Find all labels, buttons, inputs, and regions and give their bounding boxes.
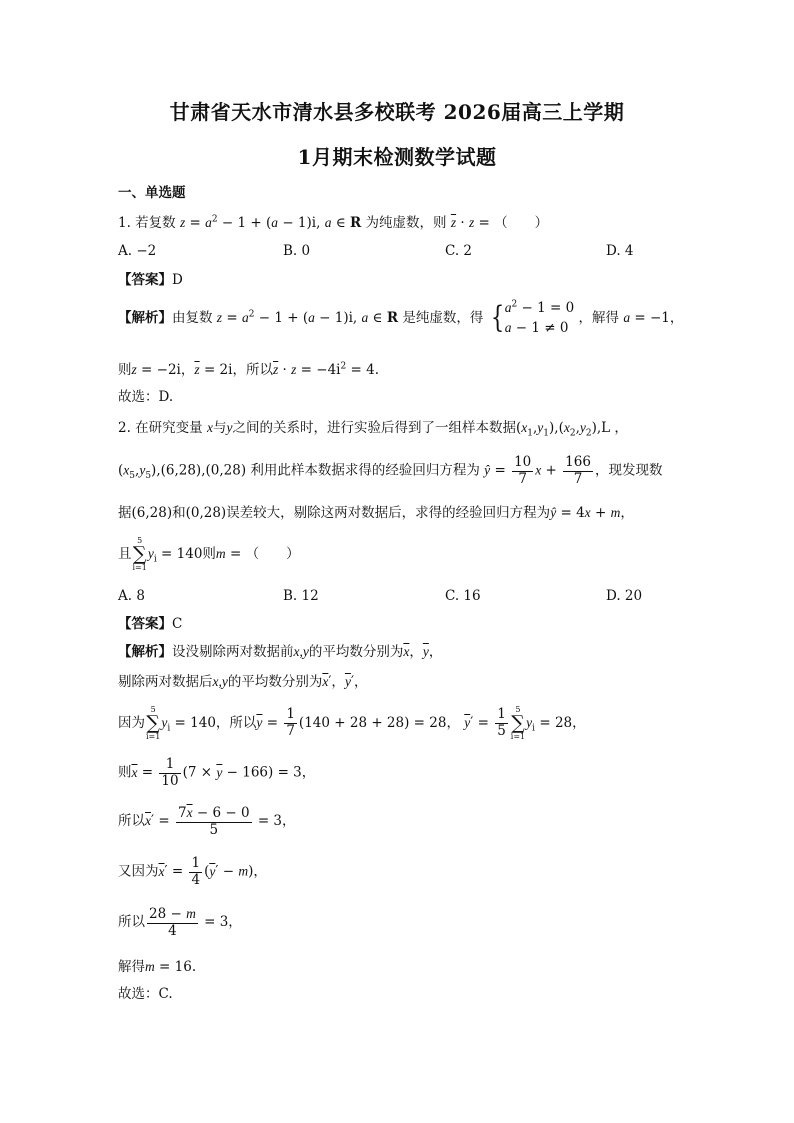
q2-stem-line2: $(x_5,y_5),(6,28),(0,28)$ 利用此样本数据求得的经验回归方程为 ŷ = $\frac{10}{7}$ x + $\frac{166}{7}$ ，现发现数 — [118, 454, 663, 487]
q1-stem-start: 1. 若复数 — [118, 215, 176, 231]
q2-sol-l1: 设没剔除两对数据前 — [172, 644, 294, 660]
q1-so: ，所以 — [232, 362, 273, 378]
q2-answer-value: C — [172, 616, 183, 632]
q1-option-b[interactable]: B. 0 — [283, 243, 311, 259]
q2-solution-line2: 剔除两对数据后x,y的平均数分别为$\overline{x}'$，$\overline{y}'$， — [118, 674, 368, 690]
q2-solution-line7: 所以 $\frac{28 - m}{4}$ = 3， — [118, 906, 242, 939]
q2-stem-l3-rest: 误差较大，剔除这两对数据后，求得的经验回归方程为 — [226, 505, 551, 521]
q1-stem-end: （ ） — [494, 215, 549, 231]
q2-solution-line4: 则$\overline{x}$ = $\frac{1}{10}$ $(7 \times \overline{y} - 166) = 3$， — [118, 756, 316, 789]
q2-stem-l3-start: 据 — [118, 505, 132, 521]
doc-title-line2: 1月期末检测数学试题 — [297, 145, 497, 169]
q1-analysis-start: 由复数 — [172, 309, 213, 326]
analysis-tag: 【解析】 — [118, 309, 172, 326]
q2-stem-line1: 2. 在研究变量 x与y之间的关系时，进行实验后得到了一组样本数据$(x_1,y_1),(x_2,y_2),L$ ， — [118, 420, 628, 439]
q2-stem-l1-and: 与 — [212, 420, 227, 436]
q2-sol-l2: 剔除两对数据后 — [118, 674, 213, 690]
q1-analysis: 【解析】由复数 $z = a^2 - 1 + (a - 1)i$, a ∈ R 是纯虚数，得 { $a^2 - 1 = 0$ a − 1 ≠ 0 ，解得 a = −1， — [118, 299, 684, 337]
q1-analysis-mid: 是纯虚数，得 — [402, 309, 484, 326]
q2-then: 则 — [118, 764, 132, 781]
q2-sol-l1b: 的平均数分别为 — [308, 644, 404, 660]
q1-option-a[interactable]: A. −2 — [118, 243, 157, 259]
q2-option-b[interactable]: B. 12 — [283, 588, 319, 604]
answer-tag: 【答案】 — [118, 272, 172, 288]
q1-conclusion: 故选：D. — [118, 389, 174, 405]
q2-solution-line5: 所以$\overline{x}'$ = $\frac{7\overline{x} - 6 - 0}{5}$ = 3， — [118, 805, 296, 838]
q2-stem-l4-start: 且 — [118, 546, 132, 562]
q1-answer — [118, 268, 183, 288]
q2-option-a[interactable]: A. 8 — [118, 588, 145, 604]
q1-answer-value: D — [172, 272, 183, 288]
q2-option-d[interactable]: D. 20 — [606, 588, 643, 604]
q2-solution-line1: 【解析】设没剔除两对数据前x,y的平均数分别为$\overline{x}$，$\overline{y}$， — [118, 644, 443, 660]
q2-stem-l3-and: 和 — [172, 505, 186, 521]
q2-stem-l4-end: （ ） — [245, 546, 300, 562]
q2-stem-l1-start: 2. 在研究变量 — [118, 420, 203, 436]
q1-option-c[interactable]: C. 2 — [445, 243, 473, 259]
section-heading: 一、单选题 — [118, 185, 186, 201]
q2-so-1: 所以 — [229, 715, 257, 731]
q1-stem-mid: 为纯虚数，则 — [365, 215, 447, 231]
q2-because: 因为 — [118, 715, 145, 731]
answer-tag: 【答案】 — [118, 616, 172, 632]
q2-option-c[interactable]: C. 16 — [445, 588, 481, 604]
q2-stem-l2-end: ，现发现数 — [594, 462, 663, 479]
q2-stem-l1-rest: 之间的关系时，进行实验后得到了一组样本数据 — [232, 420, 516, 436]
q1-option-d[interactable]: D. 4 — [606, 243, 634, 259]
q2-stem-l4-mid: 则 — [202, 546, 216, 562]
q2-conclusion: 故选：C. — [118, 986, 173, 1002]
q1-analysis-end: ，解得 — [578, 309, 620, 326]
q2-stem-line3: 据(6,28)和(0,28)误差较大，剔除这两对数据后，求得的经验回归方程为ŷ = 4x + m， — [118, 505, 634, 521]
q2-also-because: 又因为 — [118, 863, 159, 880]
q2-sol-l2b: 的平均数分别为 — [227, 674, 323, 690]
q1-then: 则 — [118, 362, 132, 378]
q2-so-2: 所以 — [118, 813, 145, 830]
q1-stem: 1. 若复数 $z = a^2 - 1 + (a - 1)i$, a ∈ R 为纯虚数，则 $\overline{z} \cdot z$ = （ ） — [118, 214, 549, 231]
q2-solution-line8: 解得m = 16. — [118, 959, 197, 975]
q2-solution-line3: 因为 5 ∑ i=1 $y_i = 140$，所以$\overline{y}$ = $\frac{1}{7}$ (140 + 28 + 28) = 28， $\overline{y}'$ = $\frac{1}{5}$ 5 ∑ i=1 $y_i = 28$， — [118, 705, 586, 741]
q1-analysis-line2: 则z = −2i，$\overline{z} = 2i$，所以$\overline{z} \cdot z = -4i^2 = 4$. — [118, 361, 380, 378]
q2-solve: 解得 — [118, 959, 145, 975]
doc-title-line1: 甘肃省天水市清水县多校联考 2026届高三上学期 — [169, 100, 625, 124]
q2-answer — [118, 612, 182, 632]
q2-solution-line6: 又因为$\overline{x}'$ = $\frac{1}{4}$ $(\overline{y}' - m)$， — [118, 855, 267, 888]
q2-stem-l2-mid: 利用此样本数据求得的经验回归方程为 — [250, 462, 480, 479]
q2-stem-line4: 且 5 ∑ i=1 $y_i = 140$则m = （ ） — [118, 536, 300, 572]
analysis-tag: 【解析】 — [118, 644, 172, 660]
q2-so-3: 所以 — [118, 914, 145, 931]
